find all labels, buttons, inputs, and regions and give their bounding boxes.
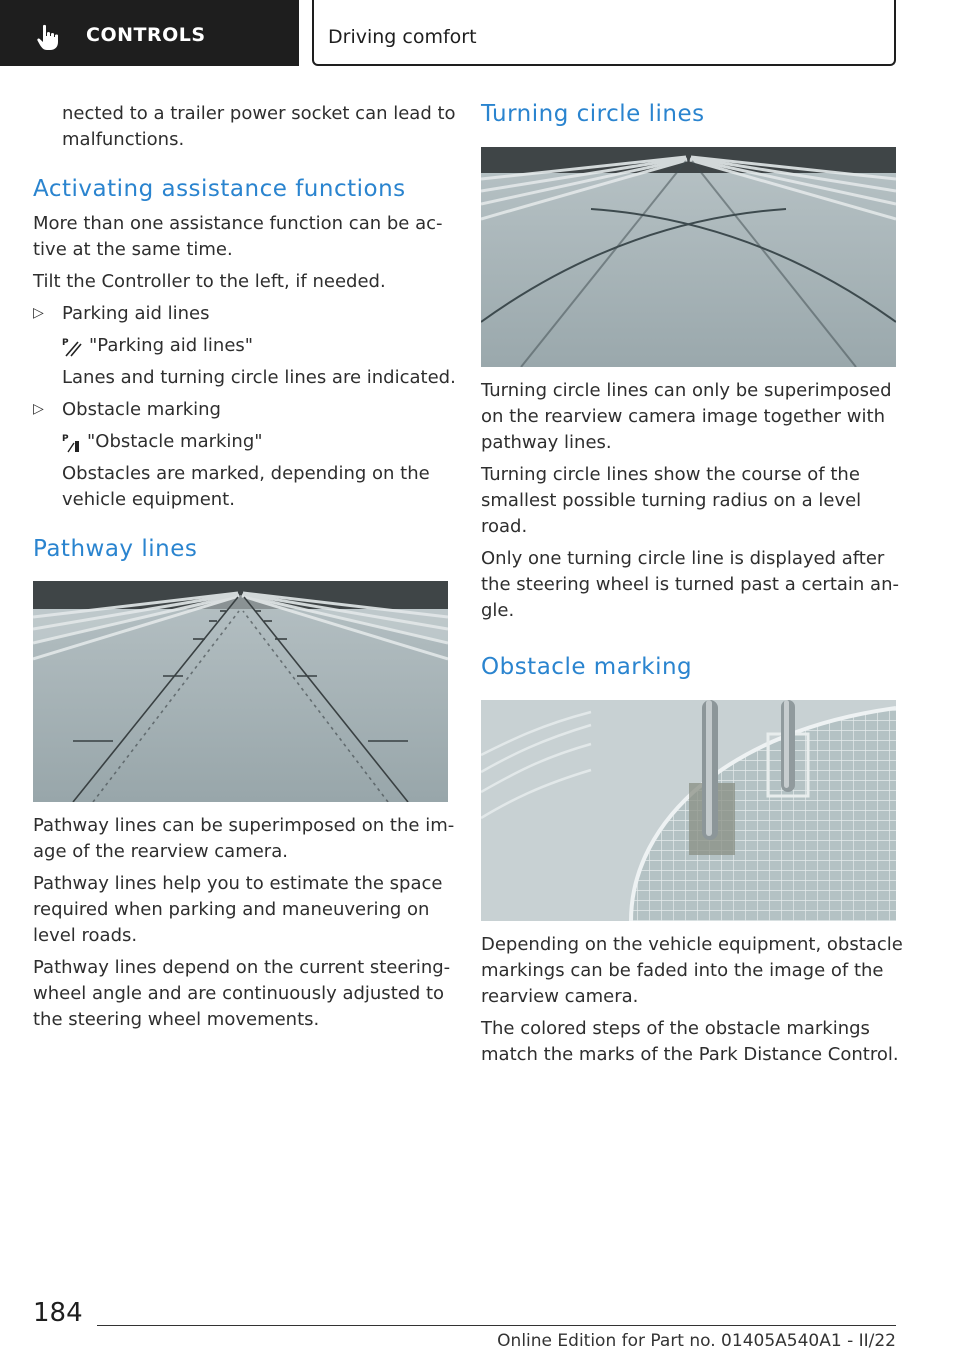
svg-text:P: P <box>62 434 69 444</box>
item-parking-aid-label: Parking aid lines <box>62 303 210 324</box>
edition-text: Online Edition for Part no. 01405A540A1 - II/22 <box>497 1331 896 1351</box>
obstacle-p2-line-1: The colored steps of the obstacle markings <box>481 1018 870 1039</box>
item-obstacle-label: Obstacle marking <box>62 399 221 420</box>
pathway-p3-line-2: wheel angle and are continuously adjusted to <box>33 983 445 1004</box>
turning-p3-line-3: gle. <box>481 600 515 621</box>
pathway-p1-line-1: Pathway lines can be superimposed on the im- <box>33 815 455 836</box>
triangle-bullet-icon: ▷ <box>33 305 44 321</box>
obstacle-marking-image <box>481 700 896 921</box>
heading-pathway-lines: Pathway lines <box>33 536 198 562</box>
intro-line-2: malfunctions. <box>62 129 185 150</box>
turning-p3-line-2: the steering wheel is turned past a certain an- <box>481 574 899 595</box>
obstacle-marking-icon <box>62 431 82 453</box>
pathway-lines-image <box>33 581 448 802</box>
hand-pointer-icon <box>34 22 64 52</box>
turning-p3-line-1: Only one turning circle line is displayed after <box>481 548 885 569</box>
pathway-p2-line-1: Pathway lines help you to estimate the space <box>33 873 443 894</box>
parking-aid-lines-icon <box>62 335 82 357</box>
heading-activating-assistance: Activating assistance functions <box>33 176 406 202</box>
section-header <box>312 0 896 66</box>
turning-p1-line-1: Turning circle lines can only be superimposed <box>481 380 892 401</box>
item-obstacle-option: "Obstacle marking" <box>87 431 263 452</box>
turning-p2-line-3: road. <box>481 516 528 537</box>
pathway-p2-line-3: level roads. <box>33 925 138 946</box>
turning-p2-line-1: Turning circle lines show the course of the <box>481 464 860 485</box>
item-obstacle-desc-line-1: Obstacles are marked, depending on the <box>62 463 430 484</box>
chapter-tab <box>0 0 299 66</box>
heading-obstacle-marking: Obstacle marking <box>481 654 693 680</box>
item-parking-aid-desc: Lanes and turning circle lines are indicated. <box>62 367 456 388</box>
item-obstacle-desc-line-2: vehicle equipment. <box>62 489 235 510</box>
footer-divider <box>97 1325 896 1326</box>
obstacle-p1-line-3: rearview camera. <box>481 986 639 1007</box>
page-number: 184 <box>33 1298 83 1328</box>
obstacle-p1-line-2: markings can be faded into the image of the <box>481 960 884 981</box>
heading-turning-circle-lines: Turning circle lines <box>481 101 705 127</box>
turning-p2-line-2: smallest possible turning radius on a level <box>481 490 862 511</box>
activating-p1-line-1: More than one assistance function can be ac- <box>33 213 443 234</box>
obstacle-p2-line-2: match the marks of the Park Distance Control. <box>481 1044 899 1065</box>
pathway-p1-line-2: age of the rearview camera. <box>33 841 288 862</box>
intro-line-1: nected to a trailer power socket can lead to <box>62 103 456 124</box>
pathway-p2-line-2: required when parking and maneuvering on <box>33 899 430 920</box>
turning-p1-line-2: on the rearview camera image together with <box>481 406 885 427</box>
obstacle-p1-line-1: Depending on the vehicle equipment, obstacle <box>481 934 903 955</box>
svg-text:P: P <box>62 338 69 348</box>
pathway-p3-line-3: the steering wheel movements. <box>33 1009 320 1030</box>
triangle-bullet-icon: ▷ <box>33 401 44 417</box>
chapter-label: CONTROLS <box>86 24 206 46</box>
section-label: Driving comfort <box>328 26 477 48</box>
activating-p2: Tilt the Controller to the left, if needed. <box>33 271 386 292</box>
turning-circle-lines-image <box>481 147 896 367</box>
pathway-p3-line-1: Pathway lines depend on the current steering- <box>33 957 451 978</box>
turning-p1-line-3: pathway lines. <box>481 432 612 453</box>
item-parking-aid-option: "Parking aid lines" <box>89 335 254 356</box>
activating-p1-line-2: tive at the same time. <box>33 239 233 260</box>
